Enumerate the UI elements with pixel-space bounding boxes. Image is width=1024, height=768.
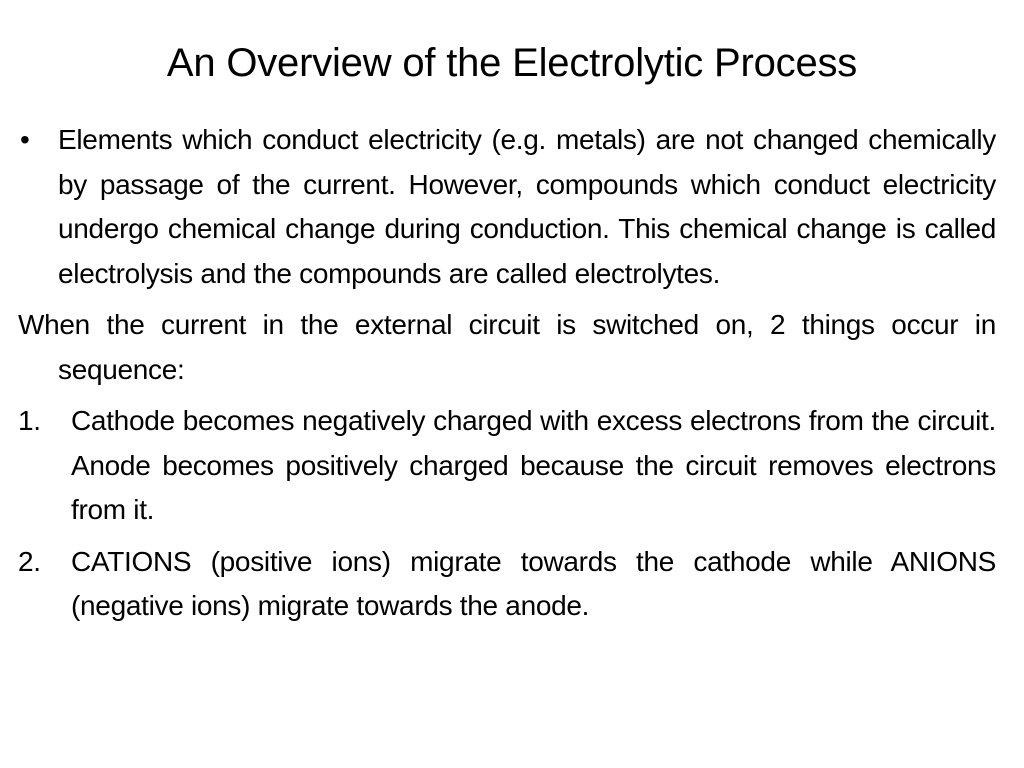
intro-text: When the current in the external circuit is switched on, 2 things occur in sequence:: [18, 309, 996, 385]
bullet-text: Elements which conduct electricity (e.g. metals) are not changed chemically by passage of the current. However, compounds which conduct electricity undergo chemical change during conduction. This chemical change is called electrolysis and the compounds are called electrolytes.: [58, 124, 996, 289]
step-text: Cathode becomes negatively charged with excess electrons from the circuit. Anode becomes positively charged because the circuit removes electrons from it.: [71, 405, 996, 525]
bullet-marker: •: [20, 124, 30, 155]
slide-title: An Overview of the Electrolytic Process: [166, 41, 858, 85]
intro-paragraph: [18, 303, 996, 392]
numbered-item-2: [18, 540, 996, 629]
step-text: CATIONS (positive ions) migrate towards the cathode while ANIONS (negative ions) migrate towards the anode.: [71, 545, 996, 621]
slide-body: [18, 118, 996, 636]
step-number: 1.: [18, 405, 41, 436]
bullet-item: [18, 118, 996, 296]
step-number: 2.: [18, 545, 41, 577]
numbered-item-1: [18, 399, 996, 533]
